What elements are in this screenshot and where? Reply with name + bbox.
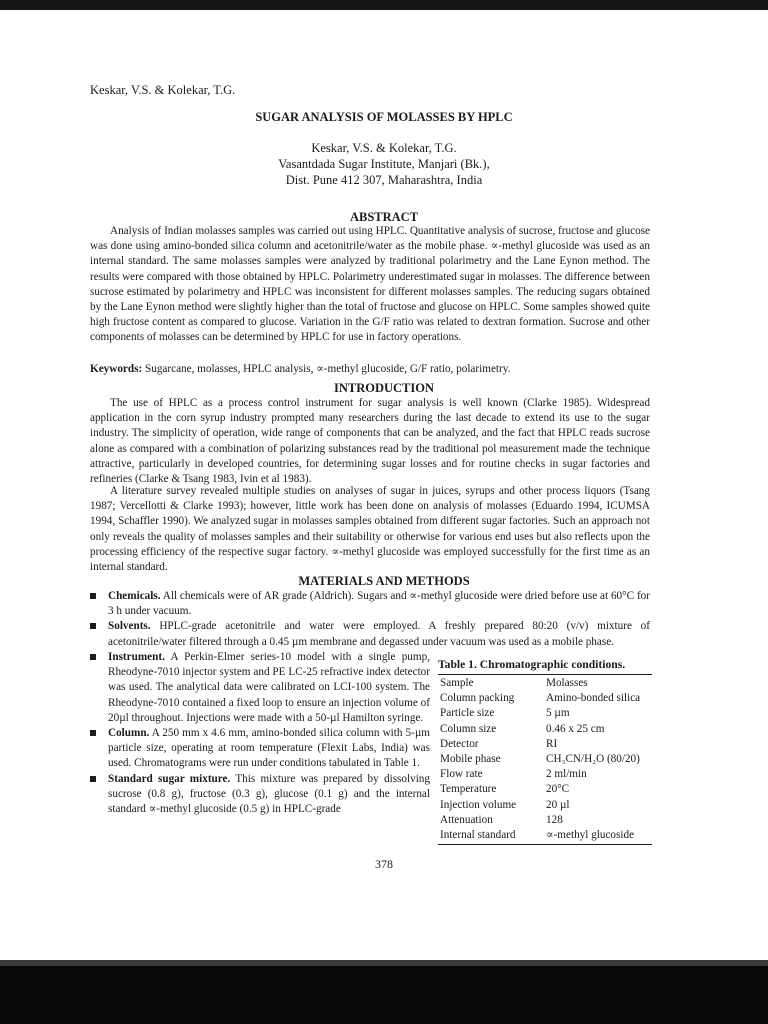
row-value: CH₃CN/H₂O (80/20) bbox=[546, 753, 640, 766]
list-item-standard-sugar-mixture bbox=[90, 772, 430, 818]
paper-title: SUGAR ANALYSIS OF MOLASSES BY HPLC bbox=[255, 110, 513, 124]
page-number: 378 bbox=[375, 857, 393, 871]
methods-list-full-width bbox=[90, 589, 650, 650]
item-text: All chemicals were of AR grade (Aldrich). Sugars and ∝-methyl glucoside were dried before use at 60°C for 3 h under vacuum. bbox=[108, 590, 650, 618]
abstract-heading: ABSTRACT bbox=[349, 210, 419, 224]
table-row bbox=[438, 782, 652, 797]
item-text: A 250 mm x 4.6 mm, amino-bonded silica column with 5-µm particle size, operating at room temperature (Flexit Labs, India) was used. Chromatograms were run under conditions tabulated in Table 1. bbox=[108, 727, 430, 770]
introduction-paragraph-2: A literature survey revealed multiple studies on analyses of sugar in juices, syrups and other process liquors (Tsang 1987; Vercellotti & Clarke 1993); however, little work has been done on analysis of molasses (Eduardo 1994, ICUMSA 1994, Schaffler 1990). We analyzed sugar in molasses samples obtained from different sugar factories. Such an approach not only reveals the quality of molasses samples and their suitability or otherwise for various end uses but also reflects upon the processing efficiency of the respective sugar factory. ∝-methyl glucoside was employed successfully for the first time as an internal standard. bbox=[90, 485, 650, 574]
abstract-text: Analysis of Indian molasses samples was carried out using HPLC. Quantitative analysis of sucrose, fructose and glucose was done using amino-bonded silica column and acetonitrile/water as the mobile phase. ∝-methyl glucoside was used as an internal standard. The same molasses samples were analyzed by traditional polarimetry and the Lane Eynon method. The results were compared with those obtained by HPLC. Polarimetry underestimated sugar in molasses. The difference between sucrose estimated by polarimetry and HPLC was inconsistent for different molasses samples. The reducing sugars obtained by the Lane Eynon method were slightly higher than the total of fructose and glucose on HPLC. Some samples showed quite high fructose content as compared to glucose. Variation in the G/F ratio was related to dextran formation. Sucrose and other components of molasses can be determined by HPLC for use in factory operations. bbox=[90, 225, 650, 344]
item-text: HPLC-grade acetonitrile and water were employed. A freshly prepared 80:20 (v/v) mixture of acetonitrile/water filtered through a 0.45 µm membrane and degassed under vacuum was used as a mobile phase. bbox=[108, 620, 650, 648]
row-label: Detector bbox=[440, 737, 479, 750]
row-label: Attenuation bbox=[440, 813, 493, 826]
row-value: ∝-methyl glucoside bbox=[546, 829, 635, 842]
item-term: Solvents. bbox=[108, 620, 151, 633]
table-row bbox=[438, 767, 652, 782]
row-label: Temperature bbox=[440, 783, 497, 796]
methods-heading: MATERIALS AND METHODS bbox=[298, 574, 470, 588]
list-item-chemicals bbox=[90, 589, 650, 619]
list-item-instrument bbox=[90, 650, 430, 726]
keywords-label: Keywords: bbox=[90, 363, 143, 375]
row-value: 0.46 x 25 cm bbox=[546, 722, 605, 735]
row-value: 20 µl bbox=[546, 798, 570, 811]
keywords-line bbox=[90, 362, 650, 377]
bullet-icon bbox=[90, 593, 96, 599]
row-label: Sample bbox=[440, 677, 474, 689]
table-row bbox=[438, 675, 652, 692]
bullet-icon bbox=[90, 776, 96, 782]
row-label: Mobile phase bbox=[440, 753, 501, 766]
row-value: 2 ml/min bbox=[546, 768, 587, 781]
bullet-icon bbox=[90, 730, 96, 736]
table-row bbox=[438, 722, 652, 737]
row-value: Amino-bonded silica bbox=[546, 692, 641, 705]
introduction-paragraph-1: The use of HPLC as a process control instrument for sugar analysis is well known (Clarke 1985). Widespread application in the corn syrup industry prompted many researchers during the last decade to extend its use to the sugar industry. The simplicity of operation, wide range of components that can be analyzed, and the fact that HPLC reads sucrose alone as compared with a combination of polarizing substances read by the traditional pol measurement made the technique attractive, particularly in developed countries, for determining sugar losses and for routine checks in sugar factories and refineries (Clarke & Tsang 1983, Ivin et al 1983). bbox=[90, 397, 650, 486]
bullet-icon bbox=[90, 654, 96, 660]
row-label: Column size bbox=[440, 722, 497, 735]
row-value: RI bbox=[546, 737, 558, 750]
introduction-heading: INTRODUCTION bbox=[333, 381, 434, 395]
table-row bbox=[438, 752, 652, 767]
author-names: Keskar, V.S. & Kolekar, T.G. bbox=[311, 141, 457, 155]
keywords-text: Sugarcane, molasses, HPLC analysis, ∝-methyl glucoside, G/F ratio, polarimetry. bbox=[145, 363, 511, 375]
row-label: Injection volume bbox=[440, 798, 517, 811]
affiliation-line-1: Vasantdada Sugar Institute, Manjari (Bk.), bbox=[278, 157, 490, 171]
table-row bbox=[438, 798, 652, 813]
author-block bbox=[0, 140, 768, 188]
row-value: 128 bbox=[546, 813, 563, 826]
table-row bbox=[438, 828, 652, 845]
row-label: Flow rate bbox=[440, 768, 483, 781]
table-row bbox=[438, 737, 652, 752]
table-row bbox=[438, 706, 652, 721]
row-label: Particle size bbox=[440, 707, 495, 720]
table-caption: Table 1. Chromatographic conditions. bbox=[438, 658, 626, 671]
item-term: Instrument. bbox=[108, 651, 165, 663]
row-label: Column packing bbox=[440, 692, 515, 705]
item-term: Chemicals. bbox=[108, 590, 161, 602]
row-value: 5 µm bbox=[546, 707, 570, 720]
item-text: This mixture was prepared by dissolving sucrose (0.8 g), fructose (0.3 g), glucose (0.1 g) and the internal standard ∝-methyl glucoside (0.5 g) in HPLC-grade bbox=[108, 772, 430, 816]
affiliation-line-2: Dist. Pune 412 307, Maharashtra, India bbox=[285, 173, 483, 187]
table-row bbox=[438, 691, 652, 706]
conditions-table bbox=[438, 674, 652, 845]
running-head: Keskar, V.S. & Kolekar, T.G. bbox=[90, 83, 236, 97]
scan-band-edge bbox=[0, 960, 768, 966]
list-item-solvents bbox=[90, 619, 650, 649]
methods-list-column bbox=[90, 650, 430, 817]
table-1 bbox=[438, 658, 652, 845]
row-value: Molasses bbox=[546, 677, 588, 689]
bullet-icon bbox=[90, 623, 96, 629]
item-text: A Perkin-Elmer series-10 model with a single pump, Rheodyne-7010 injector system and PE LC-25 refractive index detector was used. The analytical data were calibrated on LCI-100 system. The Rheodyne-7010 contained a fixed loop to ensure an injection volume of 20µl throughout. Injections were made with a 50-µl Hamilton syringe. bbox=[108, 651, 430, 724]
item-term: Standard sugar mixture. bbox=[108, 772, 231, 785]
list-item-column bbox=[90, 726, 430, 772]
row-value: 20°C bbox=[546, 783, 570, 796]
row-label: Internal standard bbox=[440, 829, 516, 842]
table-row bbox=[438, 813, 652, 828]
scan-bottom-band bbox=[0, 960, 768, 1024]
item-term: Column. bbox=[108, 727, 150, 740]
